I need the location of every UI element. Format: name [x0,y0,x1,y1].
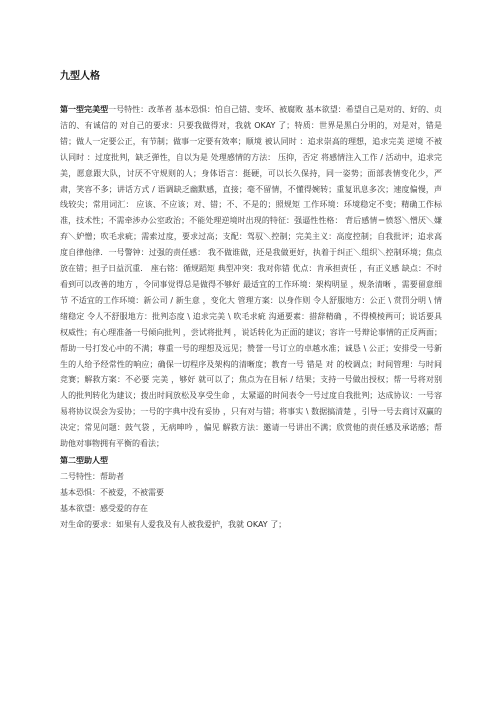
section-1-body: 一号特性：改革者 基本恐惧：怕自己错、变坏、被腐败 基本欲望：希望自己是对的、好的、贞洁的、有诚信的 对自己的要求：只要我做得对，我就 OKAY 了；特质：世界是黑白分明的，对是对，错是错；做人一定要公正，有节制；做事一定要有效率；顺境 被认同时 ：追求崇高的理想，追求完美 逆境 不被认同时 ：过度批判，缺乏弹性，自以为是 处理感情的方法： 压抑，否定 将感情注入工作 / 活动中，追求完美，愿意跟大队，讨厌不守规则的人；身体语言：挺硬，可以长久保持，同一姿势；面部表情变化少，严肃，笑容不多；讲话方式 / 语调缺乏幽默感，直接；毫不留情，不懂得婉转；重复讯息多次；速度偏慢，声线较尖；常用词汇： 应该、不应该；对、错；不、不是的；照规矩 工作环境：环境稳定不变；精确工作标准，技术性；不需牵涉办公室政治；不能处理逆境时出现的特征：强逼性性格： 背后感情＝愤怒＼憎厌＼嫌弃＼妒憎；吹毛求疵；需索过度，要求过高；支配：驾驭＼控制；完美主义：高度控制；自我批评；追求高度自律他律．一号警钟：过强的责任感： 我不做谁做，还是我做更好，执着于纠正＼组织＼控制环境；焦点放在错；担子日益沉重． 座右铭：循规蹈矩 典型冲突：我对你错 优点：肯承担责任 ，有正义感 缺点：不时看到可以改善的地方 ，令同事觉得总是做得不够好 最适宜的工作环境：架构明显 ，规条清晰 ，需要留意细节 不适宜的工作环境：新公司 / 新生意 ，变化大 管理方案：以身作则 令人舒服地方：公正 \ 赏罚分明 \ 情绪稳定 令人不舒服地方：批判态度 \ 追求完美 \ 吹毛求疵 沟通要素：措辞精确 ，不得模棱两可；说话要具权威性；有心理准备一号倾向批判 ，尝试将批判 ，说话转化为正面的建议；容许一号辩论事情的正反两面；帮助一号打发心中的不满；尊重一号的理想及远见；赞誉一号订立的卓越水准；诚恳 \ 公正；安排受一号新生的人给予经常性的响应；确保一切程序及架构的清晰度；教育一号 错是 对 的校调点；时间管理：与时间竞赛；解救方案：不必要 完美 ，够好 就可以了；焦点为在目标 / 结果；支持一号做出授权；帮一号将对别人的批判转化为建议；拨出时间放松及享受生命 ，太紧逼的时间表令一号过度自我批判；达成协议：一号容易将协议误会为妥协；一号的字典中没有妥协 ，只有对与错；将事实 \ 数据搞清楚 ，引导一号去商讨双赢的决定；常见问题：鼓气袋 ，无病呻吟 ，偏见 解救方法：邀请一号讲出不满；欣赏他的责任感及承诺感；帮助他对事物拥有平衡的看法； [60,105,442,449]
section-1 [60,102,442,452]
section-2-line: 基本恐惧：不被爱，不被需要 [60,487,164,497]
section-2-line: 基本欲望：感受爱的存在 [60,503,148,513]
document-title: 九型人格 [60,71,100,82]
section-2-line: 对生命的要求：如果有人爱我及有人被我爱护，我就 OKAY 了； [60,519,287,529]
document-page [60,70,442,533]
section-2-body [60,469,442,533]
section-2-heading: 第二型助人型 [60,455,108,465]
section-1-heading: 第一型完美型 [60,105,109,114]
section-2-line: 二号特性：帮助者 [60,471,124,481]
